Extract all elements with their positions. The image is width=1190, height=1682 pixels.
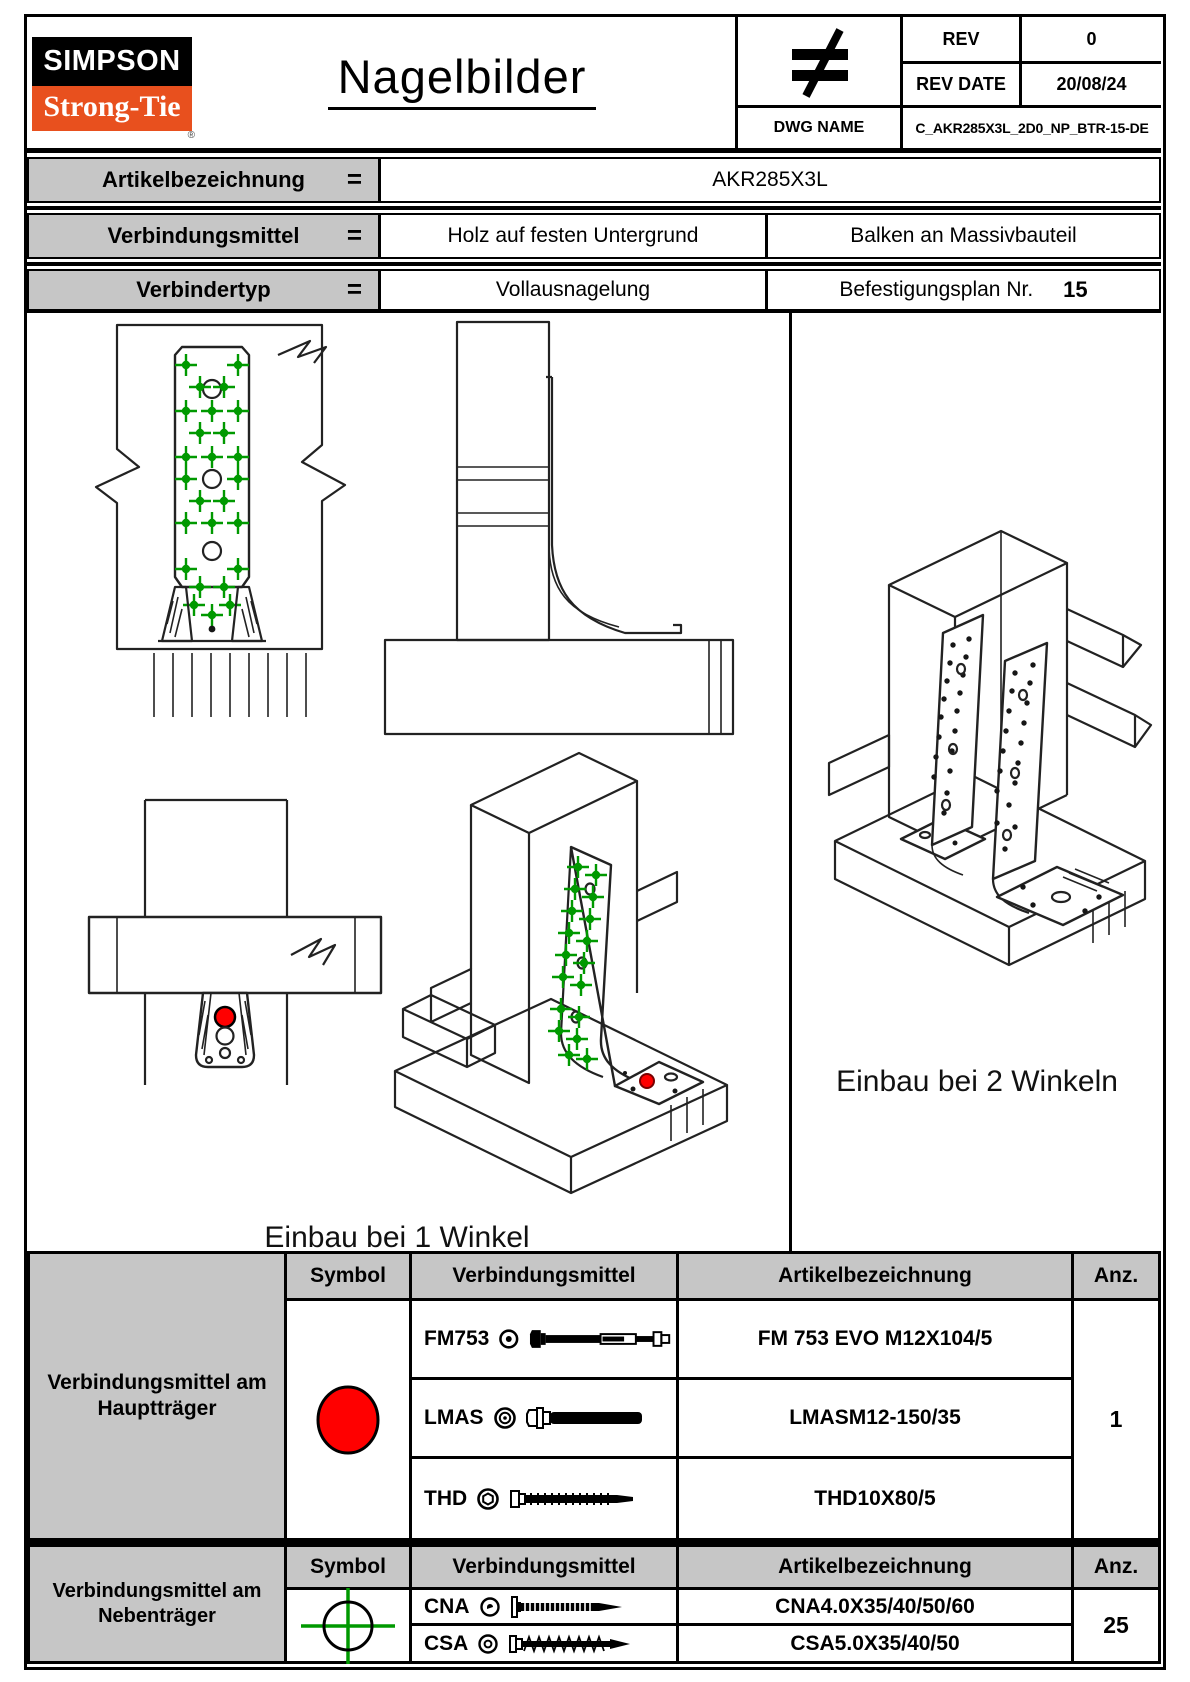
fastener-code-cna — [412, 1590, 676, 1623]
fastening-plan-cell — [768, 271, 1159, 309]
main-member-qty: 1 — [1074, 1301, 1158, 1538]
fastener-code-thd — [412, 1459, 676, 1538]
table2-header-fastener: Verbindungsmittel — [412, 1547, 676, 1587]
drawing-sheet — [24, 14, 1166, 1670]
equals-sign: = — [346, 163, 362, 194]
article-label-cell — [29, 159, 381, 201]
thd-head-icon — [476, 1487, 500, 1511]
title-block — [27, 17, 1161, 148]
table1-header-symbol: Symbol — [287, 1254, 409, 1298]
table1-header-qty: Anz. — [1074, 1254, 1158, 1298]
cna-nail-icon — [510, 1594, 634, 1620]
fm753-bolt-icon — [529, 1325, 676, 1353]
cna-head-icon — [479, 1596, 501, 1618]
dwg-name-label: DWG NAME — [738, 108, 900, 148]
registered-mark: ® — [187, 130, 195, 141]
fastener-code-fm753 — [412, 1301, 676, 1377]
top-view-drawing — [65, 745, 385, 1090]
section-divider — [27, 148, 1161, 153]
fastening-label: Verbindungsmittel — [107, 223, 300, 248]
table1-header-fastener: Verbindungsmittel — [412, 1254, 676, 1298]
fastening-plan-label: Befestigungsplan Nr. — [839, 278, 1034, 301]
article-fm753: FM 753 EVO M12X104/5 — [679, 1301, 1071, 1377]
iso-view-one-bracket — [375, 741, 745, 1211]
anchor-point-red — [640, 1074, 654, 1088]
code-label: THD — [424, 1486, 468, 1510]
not-equal-icon — [780, 22, 858, 100]
fastener-code-csa — [412, 1626, 676, 1661]
page-title: Nagelbilder — [328, 50, 597, 110]
front-view-drawing — [62, 319, 372, 719]
fastening-value-right: Balken an Massivbauteil — [850, 224, 1077, 247]
code-label: LMAS — [424, 1406, 484, 1429]
lmas-head-icon — [493, 1406, 517, 1430]
article-cna: CNA4.0X35/40/50/60 — [679, 1590, 1071, 1623]
fastener-code-lmas — [412, 1380, 676, 1456]
code-label: FM753 — [424, 1327, 490, 1350]
caption-one-bracket: Einbau bei 1 Winkel — [264, 1221, 530, 1251]
drawing-divider-line — [789, 313, 792, 1251]
rev-value: 0 — [1022, 17, 1161, 61]
csa-screw-icon — [508, 1631, 638, 1657]
row-divider — [27, 206, 1161, 210]
green-crosshair-icon — [293, 1590, 403, 1662]
iso-view-two-brackets — [801, 505, 1161, 1045]
drawing-area — [27, 313, 1161, 1251]
article-csa: CSA5.0X35/40/50 — [679, 1626, 1071, 1661]
dwg-name-value: C_AKR285X3L_2D0_NP_BTR-15-DE — [903, 108, 1161, 148]
connector-type-value: Vollausnagelung — [381, 271, 768, 309]
simpson-strongtie-logo — [32, 37, 195, 141]
secondary-member-symbol-cell — [287, 1590, 409, 1661]
csa-head-icon — [477, 1633, 499, 1655]
article-label: Artikelbezeichnung — [102, 167, 305, 192]
article-value: AKR285X3L — [712, 168, 828, 191]
connector-type-label-cell — [29, 271, 381, 309]
info-row-connector-type — [27, 269, 1161, 311]
table1-header-article: Artikelbezeichnung — [679, 1254, 1071, 1298]
fastening-label-cell — [29, 215, 381, 257]
rev-date-value: 20/08/24 — [1022, 64, 1161, 105]
equals-sign: = — [346, 273, 362, 304]
article-thd: THD10X80/5 — [679, 1459, 1071, 1538]
table2-header-article: Artikelbezeichnung — [679, 1547, 1071, 1587]
anchor-point-red — [215, 1007, 235, 1027]
table2-header-symbol: Symbol — [287, 1547, 409, 1587]
table1-row-label: Verbindungsmittel am Hauptträger — [30, 1254, 284, 1538]
info-row-article — [27, 157, 1161, 203]
main-member-symbol-cell — [287, 1301, 409, 1538]
table2-header-qty: Anz. — [1074, 1547, 1158, 1587]
fm753-head-icon — [498, 1328, 520, 1350]
connector-type-label: Verbindertyp — [136, 277, 271, 302]
code-label: CNA — [424, 1594, 470, 1618]
red-circle-icon — [312, 1381, 384, 1459]
rev-label: REV — [903, 17, 1019, 61]
logo-simpson: SIMPSON — [32, 37, 192, 86]
lmas-anchor-icon — [526, 1404, 652, 1432]
fastening-plan-number: 15 — [1063, 277, 1088, 302]
code-label: CSA — [424, 1631, 469, 1655]
secondary-member-qty: 25 — [1074, 1590, 1158, 1661]
fastening-value-left: Holz auf festen Untergrund — [381, 215, 768, 257]
info-row-fastening — [27, 213, 1161, 259]
table2-row-label: Verbindungsmittel am Nebenträger — [30, 1547, 284, 1661]
side-view-drawing — [379, 317, 744, 742]
fastener-table-secondary-member — [27, 1544, 1161, 1664]
row-divider — [27, 262, 1161, 266]
not-equal-symbol-cell — [738, 17, 900, 105]
thd-screw-icon — [509, 1485, 645, 1513]
logo-strongtie: Strong-Tie — [32, 86, 192, 131]
equals-sign: = — [346, 219, 362, 250]
rev-date-label: REV DATE — [903, 64, 1019, 105]
caption-two-brackets: Einbau bei 2 Winkeln — [836, 1065, 1118, 1098]
revision-block — [735, 17, 1161, 148]
article-lmas: LMASM12-150/35 — [679, 1380, 1071, 1456]
fastener-table-main-member — [27, 1251, 1161, 1541]
